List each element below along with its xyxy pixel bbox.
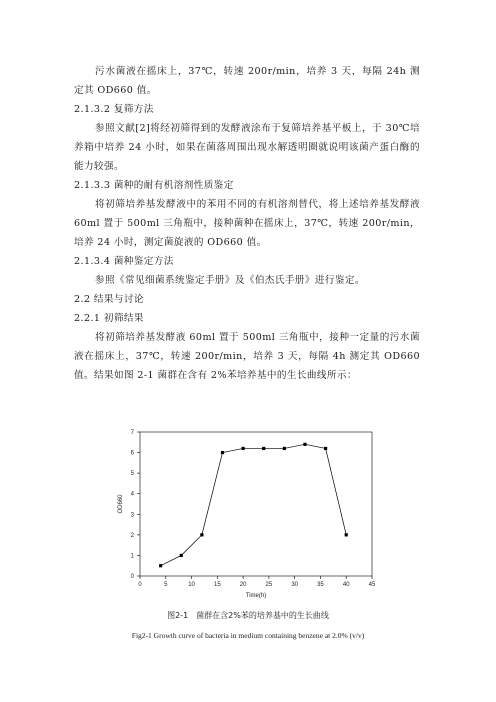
growth-curve-figure bbox=[110, 428, 390, 608]
y-axis-label: OD660 bbox=[118, 494, 124, 514]
data-point bbox=[345, 533, 348, 536]
y-tick-label: 7 bbox=[130, 430, 134, 436]
body-paragraph: 将初筛培养基发酵液 60ml 置于 500ml 三角瓶中，接种一定量的污水菌液在摇床上，37℃，转速 200r/min，培养 3 天，每隔 4h 测定其 OD660 值。结果如图 2-1 菌群在含有 2%苯培养基中的生长曲线所示： bbox=[74, 332, 420, 381]
x-tick-label: 45 bbox=[368, 582, 376, 588]
y-tick-label: 1 bbox=[130, 553, 134, 560]
data-point bbox=[303, 443, 306, 446]
figure-caption-cn: 图2-1 菌群在含2%苯的培养基中的生长曲线 bbox=[167, 611, 329, 620]
section-heading: 2.2 结果与讨论 bbox=[74, 294, 144, 305]
figure-caption-en: Fig2-1 Growth curve of bacteria in medium containing benzene at 2.0% (v/v) bbox=[131, 631, 365, 640]
x-tick-label: 25 bbox=[265, 582, 273, 588]
data-point bbox=[159, 564, 162, 567]
x-tick-label: 0 bbox=[138, 582, 142, 588]
x-tick-label: 5 bbox=[164, 582, 168, 588]
x-tick-label: 10 bbox=[188, 582, 195, 588]
data-point bbox=[242, 447, 245, 450]
x-tick-label: 35 bbox=[317, 582, 324, 588]
y-tick-label: 3 bbox=[130, 512, 134, 519]
x-tick-label: 15 bbox=[213, 582, 221, 588]
data-point bbox=[180, 554, 183, 557]
plot-frame bbox=[140, 432, 372, 576]
data-point bbox=[200, 533, 203, 536]
data-point bbox=[324, 447, 327, 450]
section-heading: 2.1.3.2 复筛方法 bbox=[74, 104, 154, 115]
section-heading: 2.1.3.3 菌种的耐有机溶剂性质鉴定 bbox=[74, 180, 234, 191]
x-axis-label: Time(h) bbox=[245, 593, 267, 599]
body-paragraph: 将初筛培养基发酵液中的苯用不同的有机溶剂替代，将上述培养基发酵液 60ml 置于 500ml 三角瓶中，接种菌种在摇床上，37℃，转速 200r/min，培养 24 小时，测定菌旋液的 OD660 值。 bbox=[74, 199, 420, 248]
body-paragraph: 参照《常见细菌系统鉴定手册》及《伯杰氏手册》进行鉴定。 bbox=[95, 275, 365, 286]
growth-curve-chart bbox=[110, 428, 390, 608]
section-heading: 2.2.1 初筛结果 bbox=[74, 313, 144, 324]
x-tick-label: 40 bbox=[342, 582, 350, 588]
y-tick-label: 0 bbox=[130, 574, 134, 580]
y-tick-label: 4 bbox=[130, 491, 134, 498]
x-tick-label: 30 bbox=[291, 582, 299, 588]
y-tick-label: 6 bbox=[130, 450, 134, 457]
data-point bbox=[262, 447, 265, 450]
body-paragraph: 参照文献[2]将经初筛得到的发酵液涂布于复筛培养基平板上，于 30℃培养箱中培养 24 小时，如果在菌落周围出现水解透明圈就说明该菌产蛋白酶的能力较强。 bbox=[74, 123, 420, 172]
y-tick-label: 5 bbox=[130, 471, 134, 478]
y-tick-label: 2 bbox=[130, 532, 134, 539]
section-heading: 2.1.3.4 菌种鉴定方法 bbox=[74, 256, 174, 267]
body-paragraph: 污水菌液在摇床上，37℃，转速 200r/min，培养 3 天，每隔 24h 测定其 OD660 值。 bbox=[74, 66, 420, 96]
series-line bbox=[161, 444, 347, 565]
data-point bbox=[221, 451, 224, 454]
data-point bbox=[283, 447, 286, 450]
x-tick-label: 20 bbox=[239, 582, 247, 588]
